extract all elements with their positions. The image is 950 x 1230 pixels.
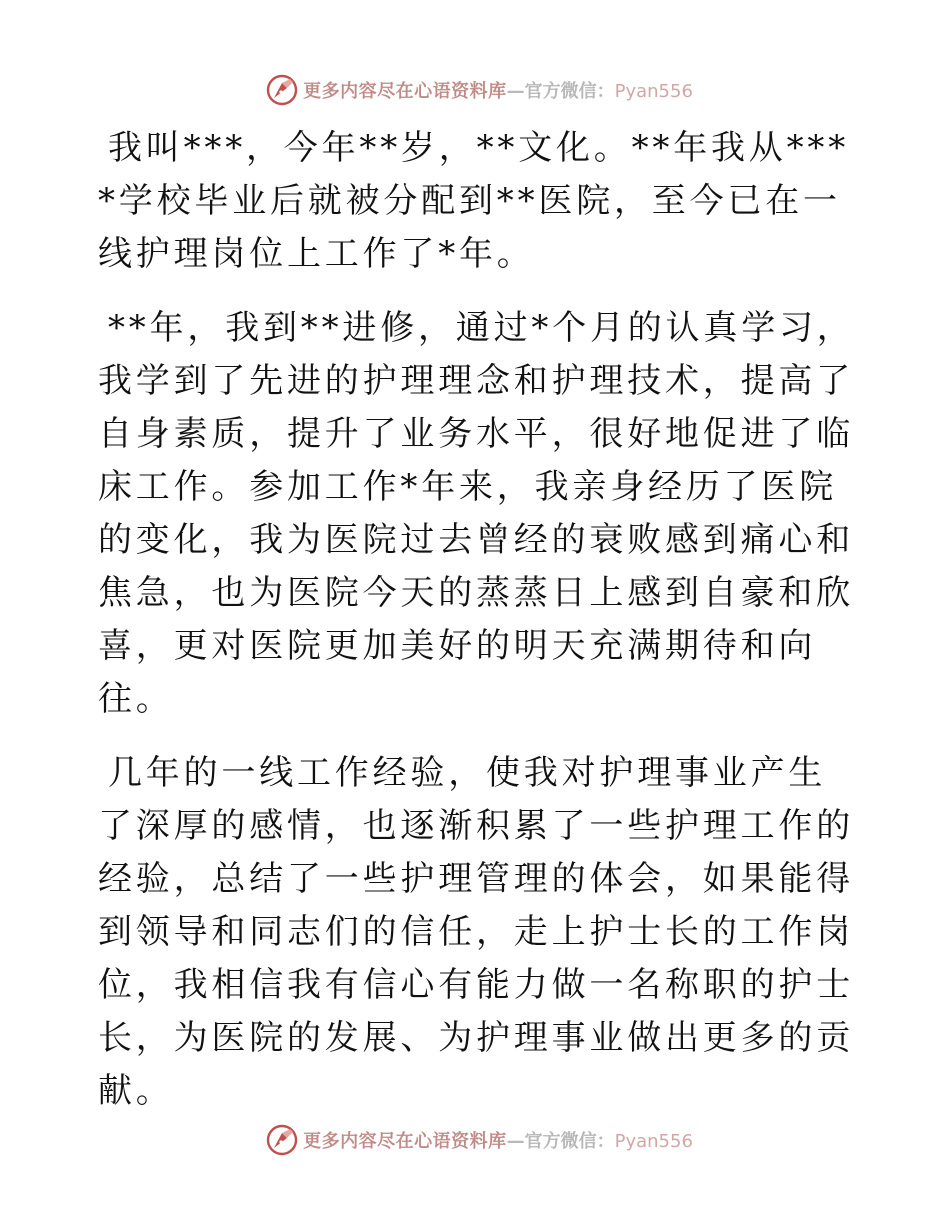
header-banner-content bbox=[265, 73, 693, 107]
footer-banner-content bbox=[265, 1123, 693, 1157]
header-banner-dash: — bbox=[506, 81, 525, 102]
header-banner-text bbox=[303, 77, 693, 103]
header-banner-wechat-id: Pyan556 bbox=[614, 81, 693, 102]
paragraph-1: 我叫***，今年**岁，**文化。**年我从****学校毕业后就被分配到**医院，至今已在一线护理岗位上工作了*年。 bbox=[98, 128, 849, 274]
pen-nib-logo-icon bbox=[265, 73, 299, 107]
header-banner bbox=[0, 70, 950, 110]
paragraph-2: **年，我到**进修，通过*个月的认真学习，我学到了先进的护理理念和护理技术，提高了自身素质，提升了业务水平，很好地促进了临床工作。参加工作*年来，我亲身经历了医院的变化，我为医院过去曾经的衰败感到痛心和焦急，也为医院今天的蒸蒸日上感到自豪和欣喜，更对医院更加美好的明天充满期待和向往。 bbox=[98, 308, 855, 719]
footer-banner-label: 官方微信： bbox=[524, 1131, 615, 1152]
footer-banner-dash: — bbox=[506, 1131, 525, 1152]
header-banner-label: 官方微信： bbox=[524, 81, 615, 102]
footer-banner-main: 更多内容尽在心语资料库 bbox=[303, 1131, 507, 1152]
pen-nib-logo-icon bbox=[265, 1123, 299, 1157]
footer-banner-wechat-id: Pyan556 bbox=[614, 1131, 693, 1152]
header-banner-main: 更多内容尽在心语资料库 bbox=[303, 81, 507, 102]
paragraph-3: 几年的一线工作经验，使我对护理事业产生了深厚的感情，也逐渐积累了一些护理工作的经验，总结了一些护理管理的体会，如果能得到领导和同志们的信任，走上护士长的工作岗位，我相信我有信心有能力做一名称职的护士长，为医院的发展、为护理事业做出更多的贡献。 bbox=[98, 753, 854, 1111]
footer-banner bbox=[0, 1120, 950, 1160]
footer-banner-text bbox=[303, 1127, 693, 1153]
document-body bbox=[98, 122, 858, 1139]
